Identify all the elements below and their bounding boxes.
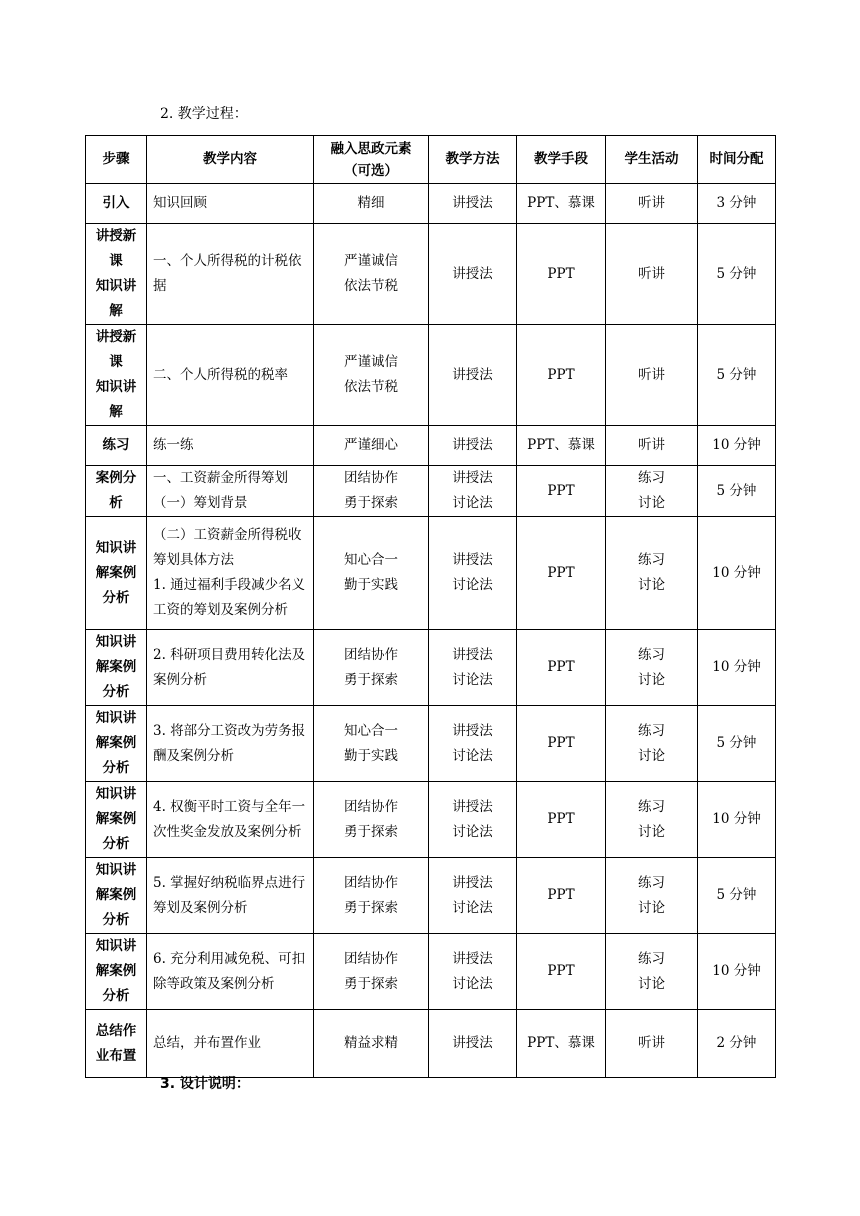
- step-cell: 讲授新课 知识讲解: [86, 224, 147, 325]
- activity-cell: 练习 讨论: [606, 858, 698, 934]
- ideology-element-cell: 知心合一 勤于实践: [314, 706, 429, 782]
- means-cell: PPT: [517, 325, 606, 426]
- method-cell: 讲授法: [429, 224, 517, 325]
- method-cell: 讲授法 讨论法: [429, 934, 517, 1010]
- content-cell: （二）工资薪金所得税收筹划具体方法 1. 通过福利手段减少名义工资的筹划及案例分析: [147, 517, 314, 630]
- teaching-process-table: [85, 135, 776, 1078]
- ideology-element-cell: 团结协作 勇于探索: [314, 858, 429, 934]
- step-cell: 引入: [86, 184, 147, 224]
- content-cell: 6. 充分利用减免税、可扣除等政策及案例分析: [147, 934, 314, 1010]
- step-cell: 总结作业布置: [86, 1010, 147, 1078]
- step-cell: 知识讲解案例分析: [86, 706, 147, 782]
- content-cell: 一、个人所得税的计税依据: [147, 224, 314, 325]
- step-cell: 知识讲解案例分析: [86, 934, 147, 1010]
- activity-cell: 练习 讨论: [606, 782, 698, 858]
- step-cell: 知识讲解案例分析: [86, 858, 147, 934]
- means-cell: PPT: [517, 517, 606, 630]
- time-cell: 5 分钟: [698, 706, 776, 782]
- ideology-element-cell: 严谨诚信 依法节税: [314, 325, 429, 426]
- method-cell: 讲授法 讨论法: [429, 858, 517, 934]
- ideology-element-cell: 团结协作 勇于探索: [314, 782, 429, 858]
- step-cell: 案例分析: [86, 466, 147, 517]
- ideology-element-cell: 知心合一 勤于实践: [314, 517, 429, 630]
- table-row: [86, 934, 776, 1010]
- step-cell: 知识讲解案例分析: [86, 782, 147, 858]
- method-cell: 讲授法 讨论法: [429, 706, 517, 782]
- section-heading-process: 2. 教学过程：: [160, 106, 248, 122]
- time-cell: 3 分钟: [698, 184, 776, 224]
- activity-cell: 练习 讨论: [606, 517, 698, 630]
- header-means: 教学手段: [517, 136, 606, 184]
- step-cell: 讲授新课 知识讲解: [86, 325, 147, 426]
- table-header-row: [86, 136, 776, 184]
- method-cell: 讲授法: [429, 184, 517, 224]
- time-cell: 5 分钟: [698, 858, 776, 934]
- table-row: [86, 782, 776, 858]
- means-cell: PPT: [517, 706, 606, 782]
- means-cell: PPT: [517, 224, 606, 325]
- content-cell: 3. 将部分工资改为劳务报酬及案例分析: [147, 706, 314, 782]
- activity-cell: 练习 讨论: [606, 934, 698, 1010]
- header-content: 教学内容: [147, 136, 314, 184]
- ideology-element-cell: 团结协作 勇于探索: [314, 934, 429, 1010]
- activity-cell: 听讲: [606, 224, 698, 325]
- header-ideology-element: 融入思政元素 （可选）: [314, 136, 429, 184]
- table-row: [86, 184, 776, 224]
- ideology-element-cell: 精益求精: [314, 1010, 429, 1078]
- means-cell: PPT: [517, 466, 606, 517]
- content-cell: 练一练: [147, 426, 314, 466]
- time-cell: 10 分钟: [698, 426, 776, 466]
- content-cell: 4. 权衡平时工资与全年一次性奖金发放及案例分析: [147, 782, 314, 858]
- content-cell: 二、个人所得税的税率: [147, 325, 314, 426]
- content-cell: 5. 掌握好纳税临界点进行筹划及案例分析: [147, 858, 314, 934]
- time-cell: 10 分钟: [698, 782, 776, 858]
- step-cell: 知识讲解案例分析: [86, 630, 147, 706]
- ideology-element-cell: 严谨细心: [314, 426, 429, 466]
- ideology-element-cell: 严谨诚信 依法节税: [314, 224, 429, 325]
- table-row: [86, 517, 776, 630]
- means-cell: PPT: [517, 858, 606, 934]
- table-row: [86, 630, 776, 706]
- activity-cell: 听讲: [606, 325, 698, 426]
- method-cell: 讲授法: [429, 1010, 517, 1078]
- header-method: 教学方法: [429, 136, 517, 184]
- ideology-element-cell: 团结协作 勇于探索: [314, 630, 429, 706]
- table-row: [86, 426, 776, 466]
- activity-cell: 听讲: [606, 184, 698, 224]
- method-cell: 讲授法 讨论法: [429, 466, 517, 517]
- time-cell: 10 分钟: [698, 517, 776, 630]
- table-row: [86, 325, 776, 426]
- header-time: 时间分配: [698, 136, 776, 184]
- ideology-element-cell: 团结协作 勇于探索: [314, 466, 429, 517]
- table-row: [86, 224, 776, 325]
- means-cell: PPT、慕课: [517, 426, 606, 466]
- table-row: [86, 858, 776, 934]
- means-cell: PPT: [517, 630, 606, 706]
- content-cell: 一、工资薪金所得筹划（一）筹划背景: [147, 466, 314, 517]
- means-cell: PPT、慕课: [517, 184, 606, 224]
- ideology-element-cell: 精细: [314, 184, 429, 224]
- time-cell: 10 分钟: [698, 934, 776, 1010]
- activity-cell: 练习 讨论: [606, 466, 698, 517]
- method-cell: 讲授法 讨论法: [429, 517, 517, 630]
- means-cell: PPT: [517, 934, 606, 1010]
- means-cell: PPT: [517, 782, 606, 858]
- content-cell: 知识回顾: [147, 184, 314, 224]
- header-step: 步骤: [86, 136, 147, 184]
- time-cell: 5 分钟: [698, 466, 776, 517]
- section-heading-design: 3. 设计说明：: [160, 1076, 250, 1092]
- means-cell: PPT、慕课: [517, 1010, 606, 1078]
- time-cell: 5 分钟: [698, 325, 776, 426]
- step-cell: 知识讲解案例分析: [86, 517, 147, 630]
- activity-cell: 听讲: [606, 1010, 698, 1078]
- step-cell: 练习: [86, 426, 147, 466]
- activity-cell: 听讲: [606, 426, 698, 466]
- content-cell: 总结，并布置作业: [147, 1010, 314, 1078]
- table-row: [86, 706, 776, 782]
- activity-cell: 练习 讨论: [606, 706, 698, 782]
- method-cell: 讲授法: [429, 325, 517, 426]
- table-row: [86, 1010, 776, 1078]
- content-cell: 2. 科研项目费用转化法及案例分析: [147, 630, 314, 706]
- table-row: [86, 466, 776, 517]
- time-cell: 5 分钟: [698, 224, 776, 325]
- time-cell: 10 分钟: [698, 630, 776, 706]
- header-activity: 学生活动: [606, 136, 698, 184]
- method-cell: 讲授法 讨论法: [429, 630, 517, 706]
- method-cell: 讲授法 讨论法: [429, 782, 517, 858]
- activity-cell: 练习 讨论: [606, 630, 698, 706]
- time-cell: 2 分钟: [698, 1010, 776, 1078]
- method-cell: 讲授法: [429, 426, 517, 466]
